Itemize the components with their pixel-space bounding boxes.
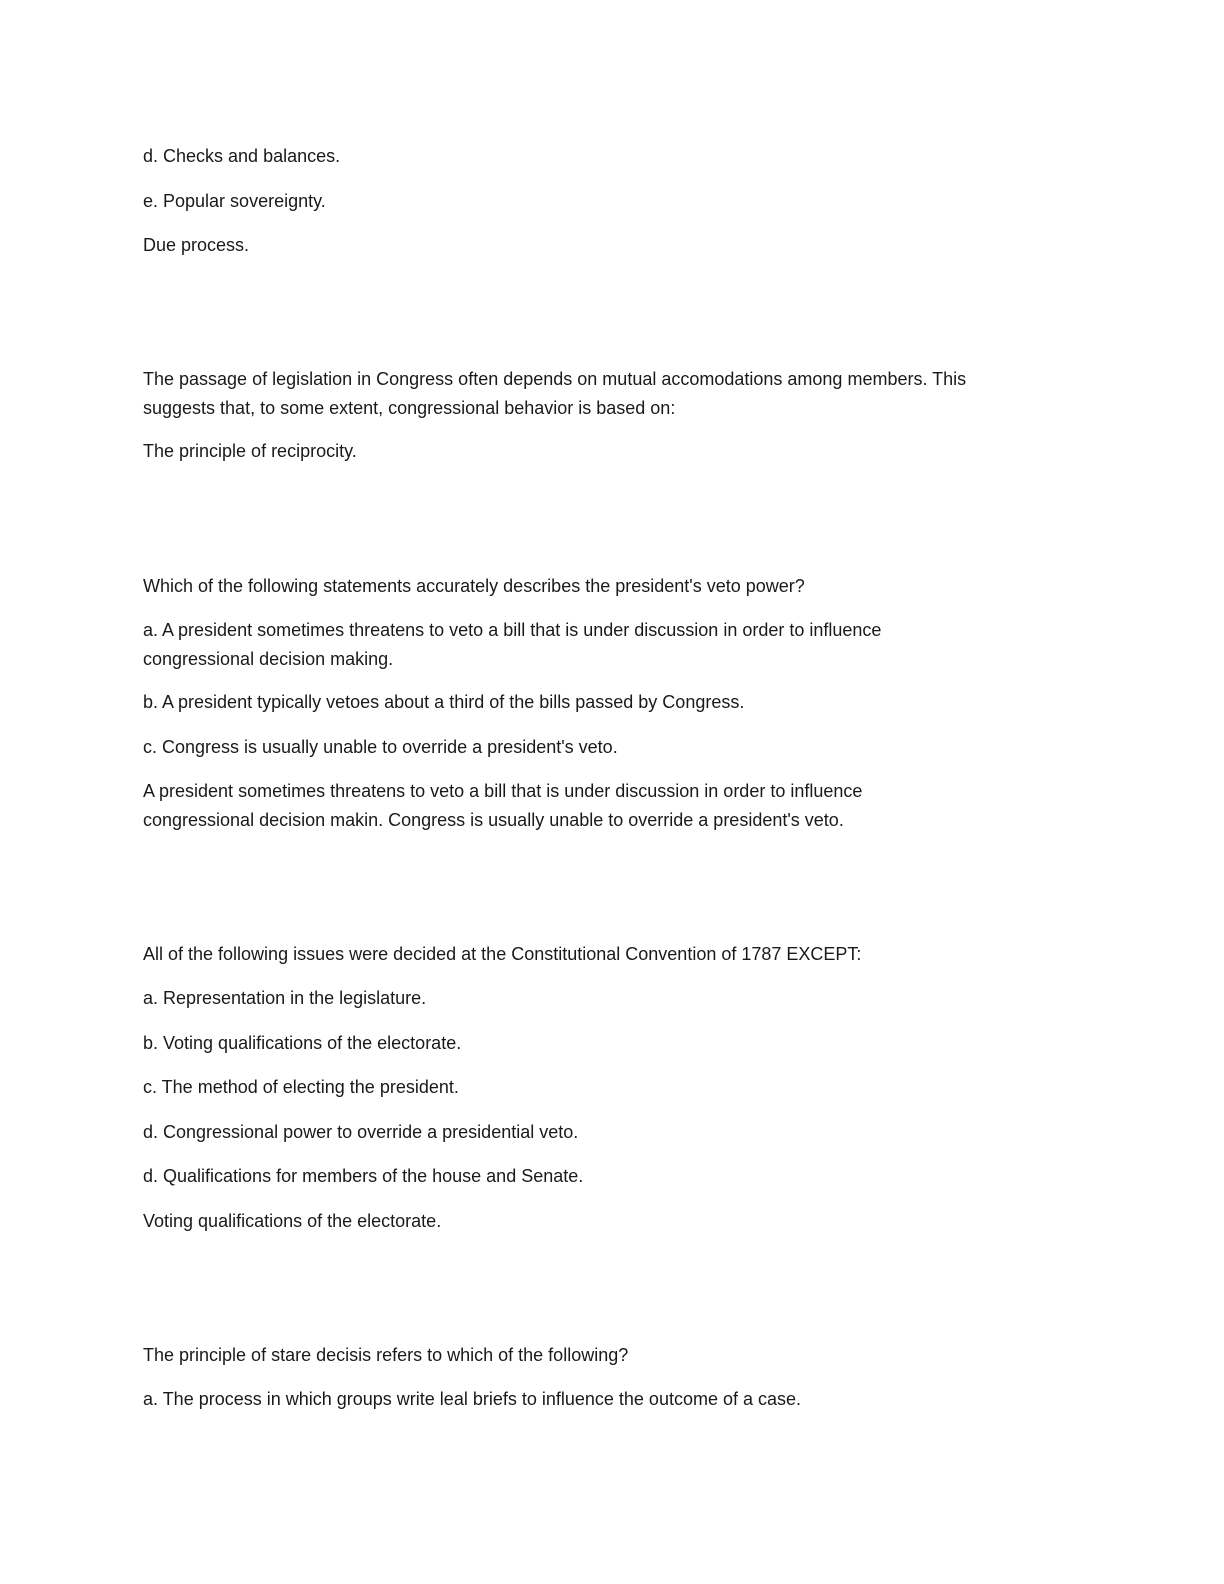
answer-option-b: b. Voting qualifications of the electorate. [143,1033,462,1053]
answer-option-e: e. Popular sovereignty. [143,191,326,211]
question-text: All of the following issues were decided at the Constitutional Convention of 1787 EXCEPT: [143,944,862,964]
answer-option-a: a. The process in which groups write leal briefs to influence the outcome of a case. [143,1389,802,1409]
answer-text: The principle of reciprocity. [143,441,357,461]
answer-option-a-continued: congressional decision making. [143,649,394,669]
answer-option-b: b. A president typically vetoes about a third of the bills passed by Congress. [143,692,745,712]
answer-option-d-second: d. Qualifications for members of the house and Senate. [143,1166,584,1186]
answer-option-c: c. The method of electing the president. [143,1077,459,1097]
answer-option-d: d. Checks and balances. [143,146,341,166]
answer-text: Due process. [143,235,250,255]
answer-option-c: c. Congress is usually unable to override a president's veto. [143,737,618,757]
answer-option-d: d. Congressional power to override a presidential veto. [143,1122,579,1142]
question-text: The passage of legislation in Congress often depends on mutual accomodations among members. This [143,369,967,389]
answer-option-a: a. A president sometimes threatens to veto a bill that is under discussion in order to influence [143,620,882,640]
answer-text: A president sometimes threatens to veto a bill that is under discussion in order to influence [143,781,863,801]
question-text: The principle of stare decisis refers to which of the following? [143,1345,629,1365]
answer-text-continued: congressional decision makin. Congress is usually unable to override a president's veto. [143,810,844,830]
answer-option-a: a. Representation in the legislature. [143,988,427,1008]
question-text: Which of the following statements accurately describes the president's veto power? [143,576,805,596]
answer-text: Voting qualifications of the electorate. [143,1211,442,1231]
question-text-continued: suggests that, to some extent, congressional behavior is based on: [143,398,676,418]
